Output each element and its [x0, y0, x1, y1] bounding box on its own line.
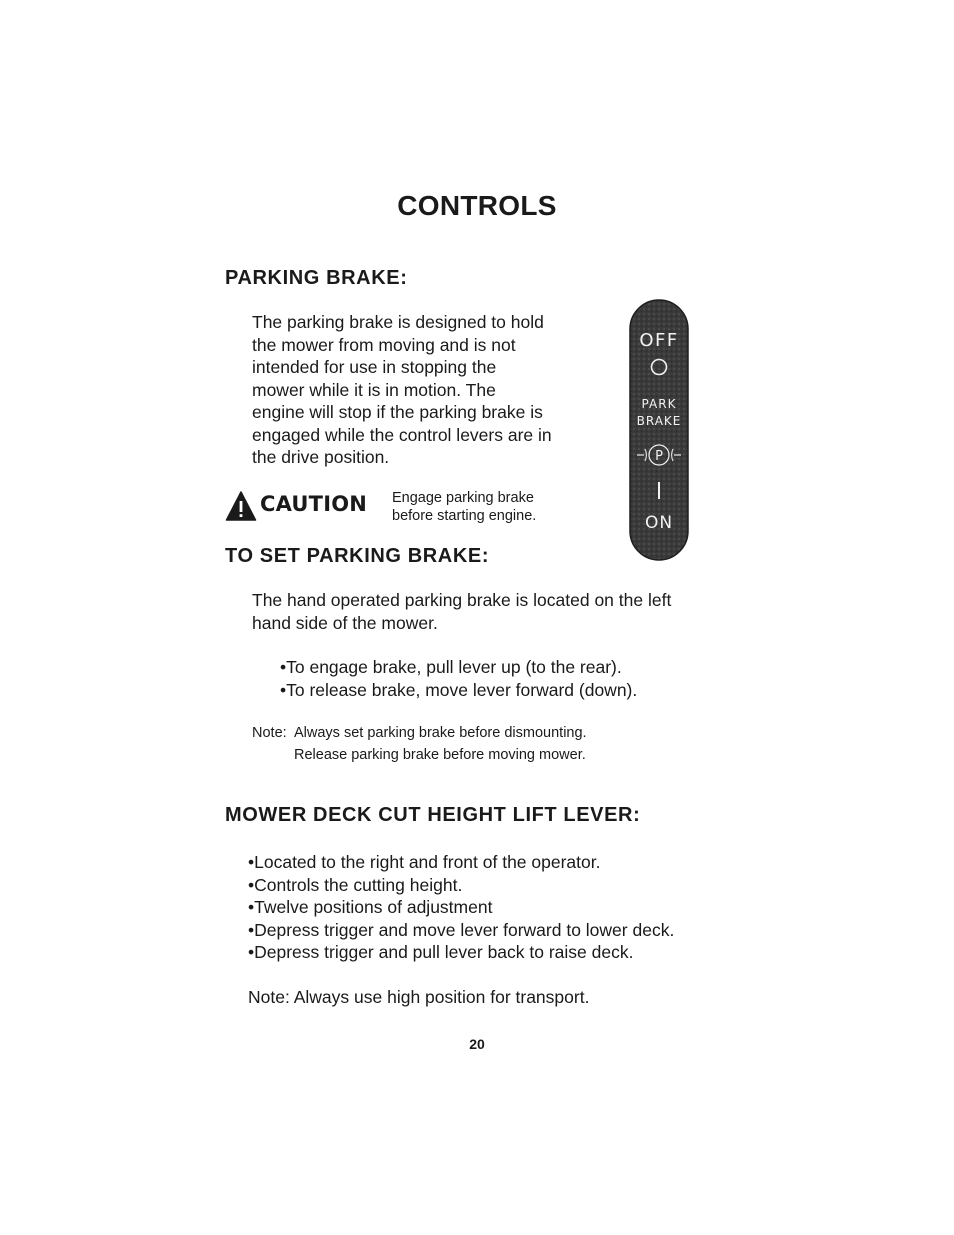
parking-brake-decal — [628, 298, 690, 562]
page-number: 20 — [469, 1036, 485, 1052]
set-parking-brake-bullets — [280, 656, 637, 701]
decal-park-label: PARK — [641, 397, 677, 411]
parking-brake-description — [252, 311, 552, 469]
decal-p-label: P — [655, 449, 663, 464]
mower-deck-bullets — [248, 851, 674, 964]
text-line: before starting engine. — [392, 508, 537, 524]
note-prefix: Note: — [252, 725, 287, 741]
text-line: Release parking brake before moving mower. — [294, 747, 586, 763]
mower-deck-note: Note: Always use high position for transport. — [248, 987, 590, 1007]
list-item: •Controls the cutting height. — [248, 874, 463, 895]
list-item: •To release brake, move lever forward (down). — [280, 679, 638, 700]
mower-deck-heading: MOWER DECK CUT HEIGHT LIFT LEVER: — [225, 804, 641, 826]
text-line: The parking brake is designed to hold — [252, 312, 544, 332]
list-item: •Twelve positions of adjustment — [248, 897, 493, 917]
text-line: intended for use in stopping the — [252, 357, 497, 377]
decal-off-label: OFF — [639, 330, 679, 351]
text-line: engine will stop if the parking brake is — [252, 402, 543, 422]
decal-brake-label: BRAKE — [636, 414, 682, 428]
text-line: hand side of the mower. — [252, 612, 438, 633]
text-line: mower while it is in motion. The — [252, 379, 496, 400]
text-line: The hand operated parking brake is located on the left — [252, 590, 672, 610]
list-item: •Located to the right and front of the operator. — [248, 852, 601, 872]
list-item: •Depress trigger and move lever forward to lower deck. — [248, 919, 675, 940]
parking-brake-heading: PARKING BRAKE: — [225, 267, 408, 289]
list-item: •To engage brake, pull lever up (to the rear). — [280, 657, 622, 677]
parking-brake-note — [294, 722, 587, 766]
text-line: the drive position. — [252, 447, 390, 467]
set-parking-brake-heading: TO SET PARKING BRAKE: — [225, 545, 490, 567]
caution-text — [392, 489, 536, 525]
decal-on-label: ON — [644, 513, 674, 533]
page-title: CONTROLS — [397, 190, 557, 221]
set-parking-brake-description — [252, 589, 671, 634]
text-line: Always set parking brake before dismounting. — [294, 725, 587, 741]
text-line: Engage parking brake — [392, 490, 534, 506]
warning-triangle-icon — [225, 490, 257, 522]
caution-label: CAUTION — [260, 492, 368, 516]
text-line: the mower from moving and is not — [252, 334, 516, 355]
text-line: engaged while the control levers are in — [252, 424, 552, 445]
list-item: •Depress trigger and pull lever back to raise deck. — [248, 942, 634, 962]
